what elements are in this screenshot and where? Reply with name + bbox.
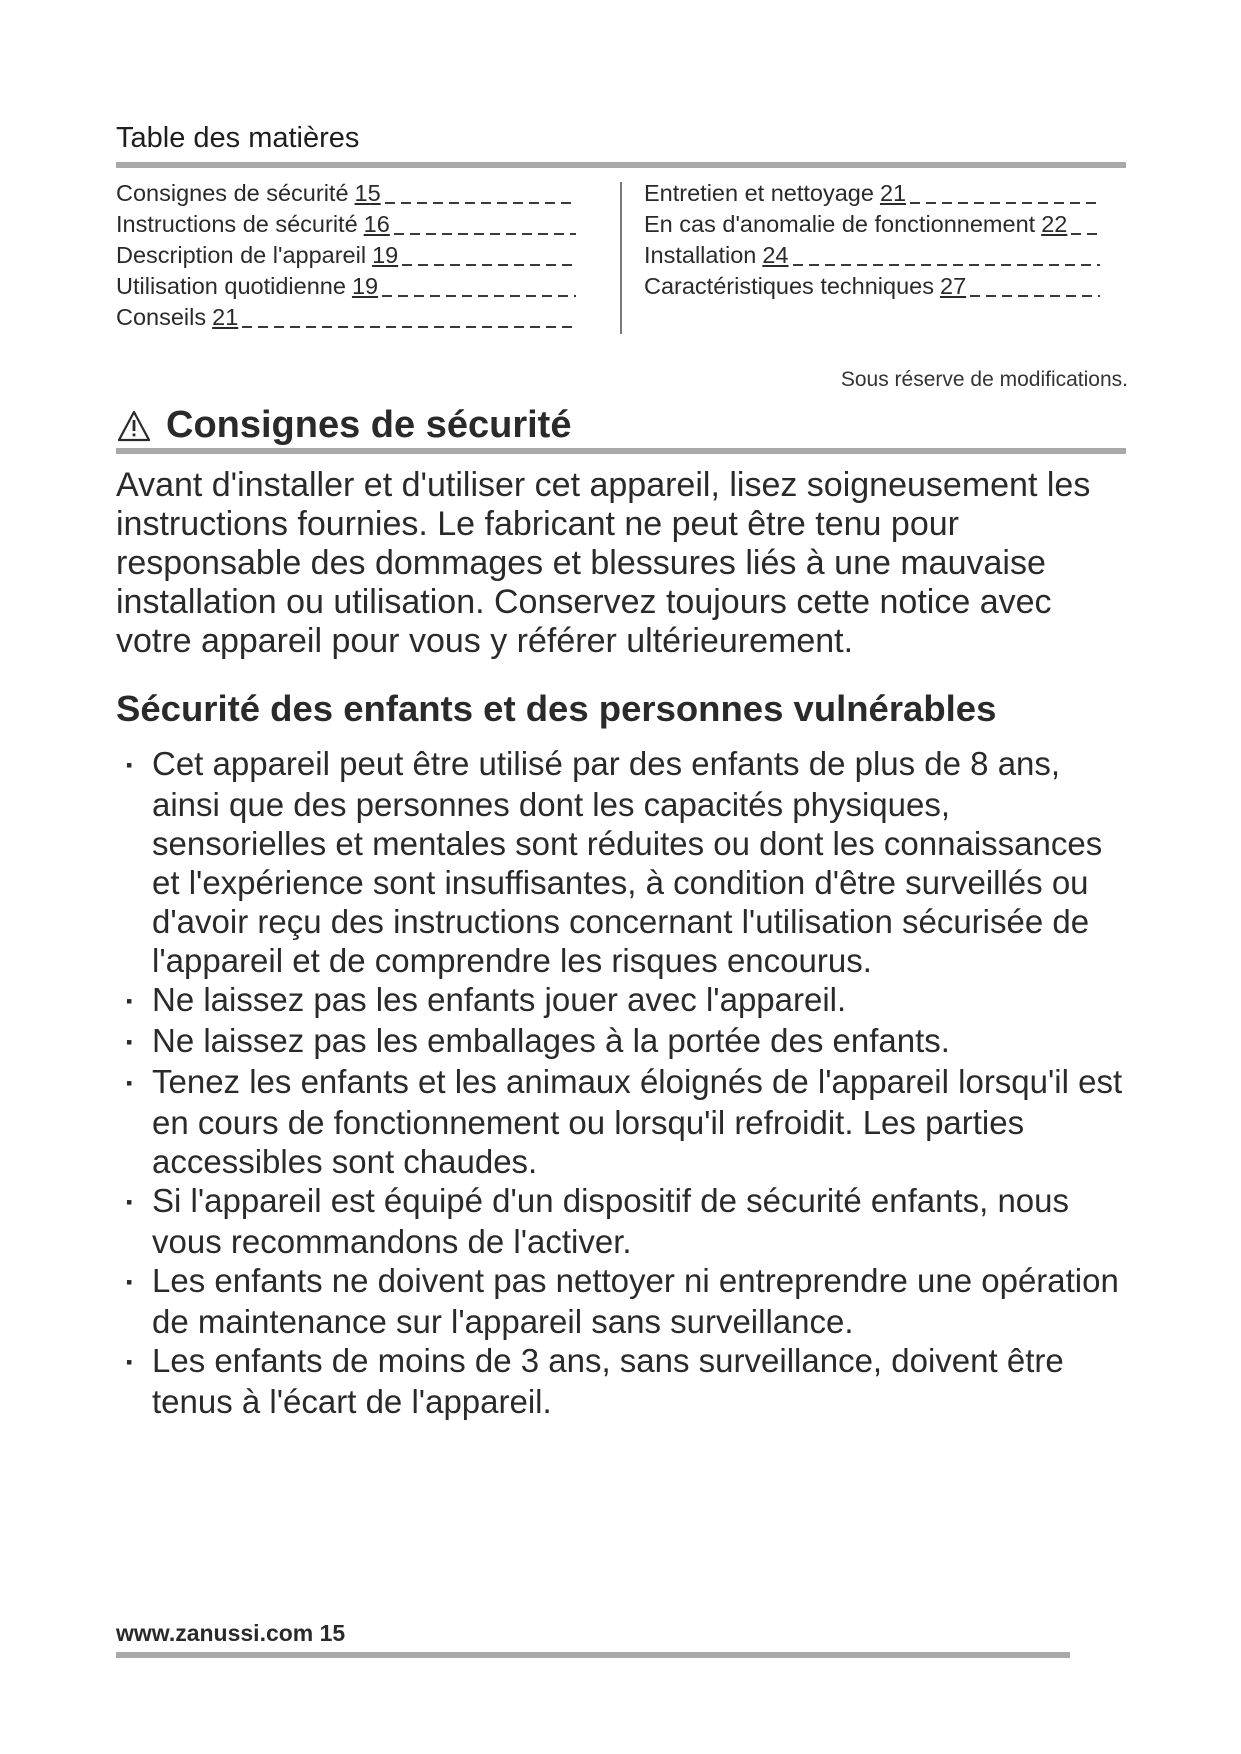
safety-bullet-list [116, 744, 1126, 1421]
toc-entry-page: 19 [372, 242, 399, 268]
toc-entry[interactable] [116, 273, 576, 304]
toc-leader [910, 202, 1100, 204]
section-title: Consignes de sécurité [166, 404, 572, 446]
toc-entry-page: 15 [354, 180, 381, 206]
toc-left-column [116, 180, 576, 335]
toc-leader [394, 233, 576, 235]
toc-entry[interactable] [644, 180, 1100, 211]
list-item: ▪ Les enfants ne doivent pas nettoyer ni entreprendre une opération de maintenance sur l'appareil sans surveillance. [116, 1261, 1126, 1341]
toc-entry-label: En cas d'anomalie de fonctionnement [644, 211, 1036, 237]
toc-leader [793, 264, 1101, 266]
list-item: ▪ Les enfants de moins de 3 ans, sans surveillance, doivent être tenus à l'écart de l'appareil. [116, 1341, 1126, 1421]
section-rule [116, 448, 1126, 454]
toc-entry[interactable] [116, 211, 576, 242]
toc-entry-label: Installation [644, 242, 757, 268]
toc-entry[interactable] [116, 242, 576, 273]
toc-entry-page: 21 [212, 304, 239, 330]
toc-entry-label: Utilisation quotidienne [116, 273, 346, 299]
subsection-title: Sécurité des enfants et des personnes vulnérables [116, 688, 997, 729]
intro-paragraph: Avant d'installer et d'utiliser cet appareil, lisez soigneusement les instructions fournies. Le fabricant ne peut être tenu pour responsable des dommages et blessures liés à une mauvaise installation ou utilisation. Conservez toujours cette notice avec votre appareil pour vous y référer ultérieurement. [116, 466, 1091, 660]
toc-title: Table des matières [116, 122, 360, 154]
warning-triangle-icon [116, 409, 152, 443]
toc-entry-page: 19 [351, 273, 379, 299]
footer-rule [116, 1652, 1070, 1658]
toc-entry-page: 27 [940, 273, 967, 299]
modification-notice: Sous réserve de modifications. [840, 368, 1128, 391]
toc-entry[interactable] [644, 273, 1100, 304]
toc-leader [402, 264, 576, 266]
toc-entry-label: Consignes de sécurité [116, 180, 349, 206]
toc-entry[interactable] [116, 180, 576, 211]
toc-entry-label: Entretien et nettoyage [644, 180, 874, 206]
toc-entry[interactable] [644, 242, 1100, 273]
toc-leader [385, 202, 576, 204]
toc-entry-label: Instructions de sécurité [116, 211, 358, 237]
list-item: ▪ Ne laissez pas les enfants jouer avec l'appareil. [116, 980, 1126, 1021]
list-item: ▪ Si l'appareil est équipé d'un dispositif de sécurité enfants, nous vous recommandons de l'activer. [116, 1181, 1126, 1261]
section-heading [116, 404, 571, 447]
toc-entry-page: 16 [363, 211, 390, 237]
list-item: ▪ Tenez les enfants et les animaux éloignés de l'appareil lorsqu'il est en cours de fonctionnement ou lorsqu'il refroidit. Les parties accessibles sont chaudes. [116, 1062, 1126, 1181]
toc-divider [620, 182, 622, 334]
footer-url-page: www.zanussi.com 15 [116, 1620, 346, 1646]
toc-leader [970, 295, 1100, 297]
list-item: ▪ Ne laissez pas les emballages à la portée des enfants. [116, 1021, 1126, 1062]
toc-rule [116, 162, 1126, 168]
toc-entry[interactable] [116, 304, 576, 335]
toc-leader [242, 326, 576, 328]
toc-entry[interactable] [644, 211, 1100, 242]
list-item: ▪ Cet appareil peut être utilisé par des enfants de plus de 8 ans, ainsi que des personnes dont les capacités physiques, sensorielles et mentales sont réduites ou dont les connaissances et l'expérience sont insuffisantes, à condition d'être surveillés ou d'avoir reçu des instructions concernant l'utilisation sécurisée de l'appareil et de comprendre les risques encourus. [116, 744, 1126, 980]
toc-leader [1071, 233, 1100, 235]
toc-entry-label: Description de l'appareil [116, 242, 367, 268]
toc-entry-page: 22 [1041, 211, 1068, 237]
toc-entry-page: 24 [762, 242, 789, 268]
toc-right-column [644, 180, 1100, 304]
toc-leader [382, 295, 576, 297]
toc-entry-page: 21 [879, 180, 907, 206]
toc-entry-label: Conseils [116, 304, 207, 330]
toc-entry-label: Caractéristiques techniques [644, 273, 934, 299]
